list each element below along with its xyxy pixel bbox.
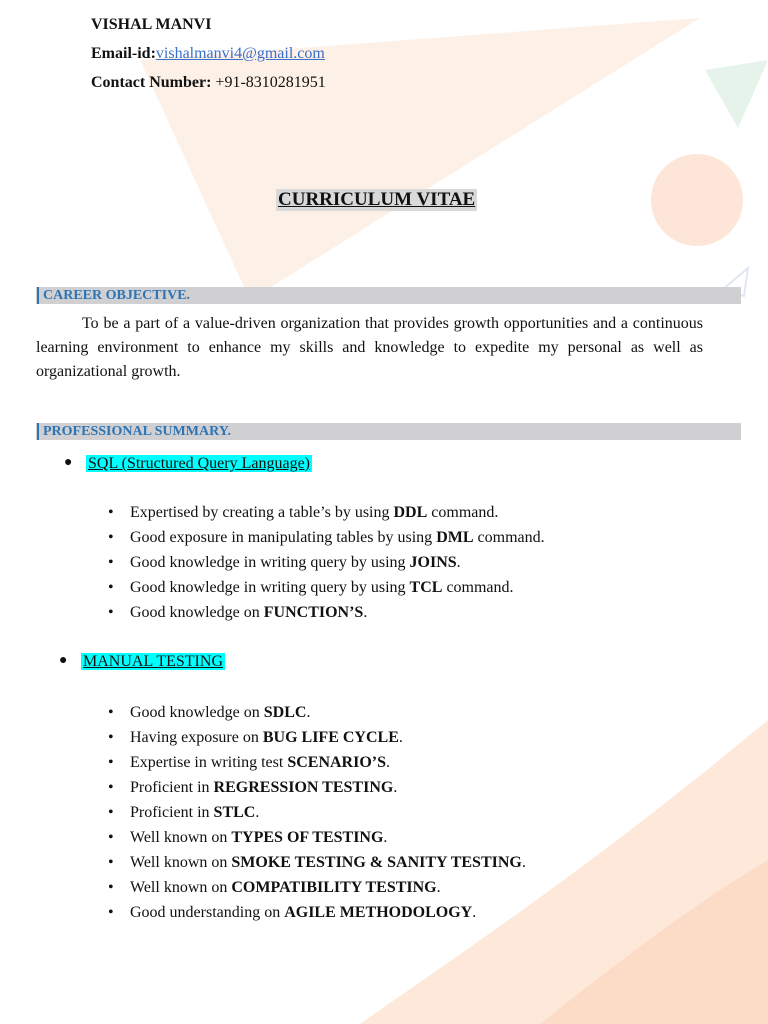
skill-text: Proficient in xyxy=(130,779,214,796)
manual-item xyxy=(108,875,526,900)
career-objective-heading-text: CAREER OBJECTIVE. xyxy=(43,288,191,303)
skill-text: Good knowledge on xyxy=(130,704,264,721)
sql-item xyxy=(108,550,545,575)
skill-text-suffix: . xyxy=(393,779,398,796)
manual-testing-skill-list xyxy=(108,700,526,925)
skill-keyword: REGRESSION TESTING xyxy=(213,779,394,796)
manual-item xyxy=(108,775,526,800)
skill-keyword: STLC xyxy=(213,804,256,821)
skill-text: Well known on xyxy=(130,854,232,871)
skill-text: Good knowledge in writing query by using xyxy=(130,554,410,571)
skill-text: Well known on xyxy=(130,879,232,896)
skill-keyword: SMOKE TESTING & SANITY TESTING xyxy=(231,854,522,871)
candidate-name: VISHAL MANVI xyxy=(91,16,212,33)
skill-text-suffix: . xyxy=(363,604,368,621)
bullet-icon: • xyxy=(108,504,114,521)
sql-item xyxy=(108,500,545,525)
skill-text-suffix: . xyxy=(386,754,390,771)
career-objective-heading xyxy=(36,287,741,304)
skill-text-suffix: command. xyxy=(442,579,514,596)
manual-testing-title: MANUAL TESTING xyxy=(83,653,223,670)
professional-summary-heading-text: PROFESSIONAL SUMMARY. xyxy=(43,424,232,439)
skill-text-suffix: . xyxy=(255,804,260,821)
email-line xyxy=(91,45,325,63)
bullet-icon: • xyxy=(108,829,114,846)
sql-item xyxy=(108,575,545,600)
skill-text: Good knowledge in writing query by using xyxy=(130,579,410,596)
skill-keyword: SCENARIO’S xyxy=(287,754,386,771)
skill-text: Good knowledge on xyxy=(130,604,264,621)
manual-item xyxy=(108,900,526,925)
bullet-icon: • xyxy=(108,779,114,796)
skill-text: Well known on xyxy=(130,829,232,846)
skill-text-suffix: . xyxy=(306,704,311,721)
bullet-icon: • xyxy=(108,529,114,546)
skill-keyword: DDL xyxy=(393,504,428,521)
bullet-icon: • xyxy=(108,579,114,596)
bullet-icon: • xyxy=(108,854,114,871)
professional-summary-heading xyxy=(36,423,741,440)
bullet-icon: • xyxy=(108,704,114,721)
sql-item xyxy=(108,600,545,625)
skill-keyword: DML xyxy=(436,529,474,546)
bullet-icon: • xyxy=(108,804,114,821)
manual-item xyxy=(108,750,526,775)
skill-keyword: COMPATIBILITY TESTING xyxy=(231,879,437,896)
heading-marker xyxy=(37,423,39,440)
skill-text-suffix: command. xyxy=(473,529,545,546)
skill-keyword: JOINS xyxy=(409,554,457,571)
skill-keyword: BUG LIFE CYCLE xyxy=(262,729,399,746)
skill-text: Expertise in writing test xyxy=(130,754,288,771)
contact-label: Contact Number: xyxy=(91,74,212,91)
skill-keyword: FUNCTION’S xyxy=(263,604,364,621)
skill-text: Good exposure in manipulating tables by using xyxy=(130,529,437,546)
manual-item xyxy=(108,850,526,875)
career-objective-text xyxy=(36,312,703,384)
skill-keyword: TYPES OF TESTING xyxy=(231,829,384,846)
bullet-icon: ● xyxy=(59,653,68,668)
skill-text: Proficient in xyxy=(130,804,214,821)
bullet-icon: • xyxy=(108,554,114,571)
bullet-icon: ● xyxy=(64,455,73,470)
skill-keyword: AGILE METHODOLOGY xyxy=(284,904,473,921)
heading-marker xyxy=(37,287,39,304)
sql-skill-list xyxy=(108,500,545,625)
sql-title: SQL (Structured Query Language) xyxy=(88,455,310,472)
sql-item xyxy=(108,525,545,550)
skill-text-suffix: . xyxy=(398,729,403,746)
summary-group-manual-testing xyxy=(59,653,225,671)
contact-line xyxy=(91,74,326,92)
skill-text: Expertised by creating a table’s by using xyxy=(130,504,394,521)
bullet-icon: • xyxy=(108,604,114,621)
career-objective-paragraph: To be a part of a value-driven organization that provides growth opportunities and a continuous learning environment to enhance my skills and knowledge to expedite my personal as well as organizational growth. xyxy=(36,315,703,380)
document-title: CURRICULUM VITAE xyxy=(278,189,476,210)
skill-text: Good understanding on xyxy=(130,904,285,921)
summary-group-sql xyxy=(64,455,312,473)
skill-text-suffix: . xyxy=(436,879,441,896)
contact-number: +91-8310281951 xyxy=(211,74,326,91)
skill-text-suffix: . xyxy=(521,854,526,871)
manual-item xyxy=(108,700,526,725)
bullet-icon: • xyxy=(108,729,114,746)
manual-item xyxy=(108,725,526,750)
skill-text-suffix: . xyxy=(383,829,388,846)
skill-text-suffix: . xyxy=(472,904,477,921)
manual-item xyxy=(108,825,526,850)
bullet-icon: • xyxy=(108,754,114,771)
skill-text: Having exposure on xyxy=(130,729,263,746)
email-link[interactable]: vishalmanvi4@gmail.com xyxy=(155,45,325,62)
bullet-icon: • xyxy=(108,904,114,921)
manual-item xyxy=(108,800,526,825)
skill-keyword: SDLC xyxy=(263,704,307,721)
skill-text-suffix: command. xyxy=(427,504,499,521)
skill-keyword: TCL xyxy=(409,579,443,596)
bullet-icon: • xyxy=(108,879,114,896)
skill-text-suffix: . xyxy=(456,554,461,571)
email-label: Email-id: xyxy=(91,45,156,62)
